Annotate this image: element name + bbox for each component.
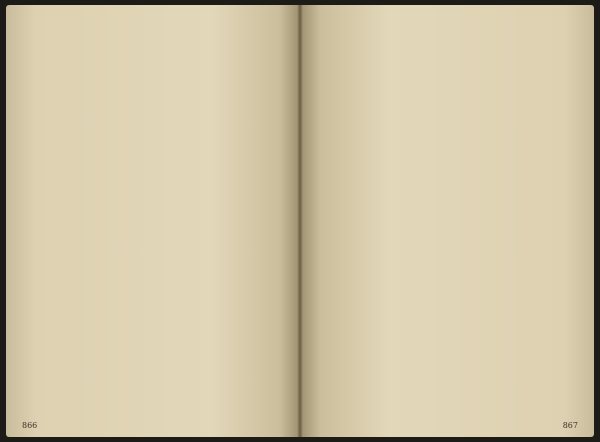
- left-page-number: 866: [22, 421, 38, 430]
- left-page: [6, 5, 300, 437]
- right-page-number: 867: [562, 421, 578, 430]
- book-spread: [6, 5, 594, 437]
- right-index-columns: [312, 15, 580, 411]
- right-page: [300, 5, 594, 437]
- left-index-columns: [20, 15, 288, 411]
